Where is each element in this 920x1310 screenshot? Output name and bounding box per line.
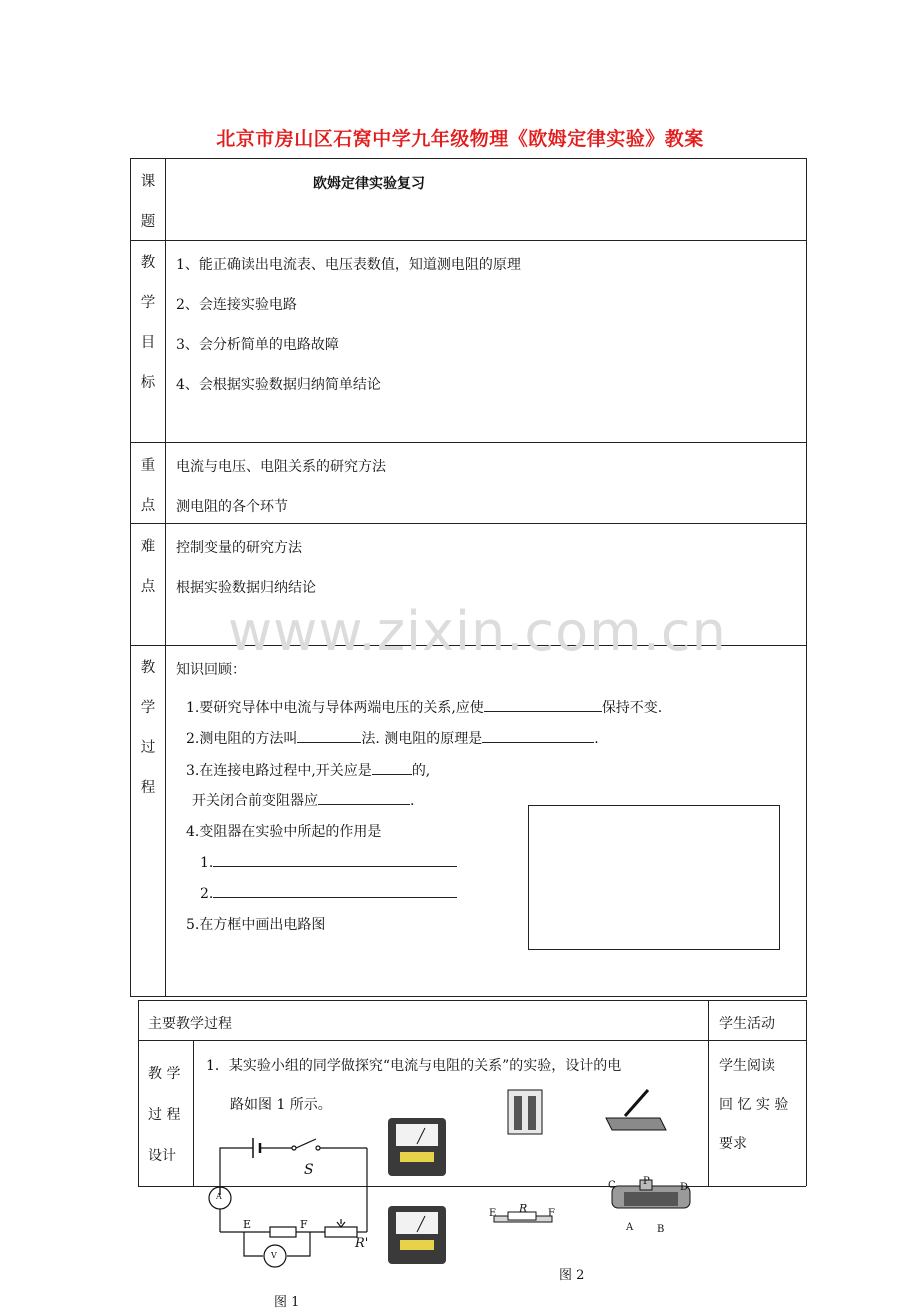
- question-2: 2.测电阻的方法叫 法. 测电阻的原理是 .: [186, 728, 599, 748]
- question-4-item-1: 1.: [200, 852, 457, 871]
- battery-picture: [508, 1090, 542, 1134]
- difficult-item: 根据实验数据归纳结论: [176, 580, 316, 596]
- topic-content: 欧姆定律实验复习: [313, 176, 425, 192]
- question-text-line-2: 路如图 1 所示。: [230, 1097, 332, 1113]
- pin-f-label: F: [300, 1218, 308, 1231]
- figure-2-caption: 图 2: [559, 1268, 585, 1283]
- question-5: 5.在方框中画出电路图: [186, 917, 326, 933]
- row-label-2: 过 程: [148, 1107, 181, 1123]
- row-label-1: 教 学: [148, 1066, 181, 1082]
- pin-p-label: P: [643, 1176, 650, 1187]
- student-activity-2: 回 忆 实 验: [719, 1097, 789, 1113]
- voltmeter-symbol: V: [271, 1251, 277, 1260]
- pin-a-label: A: [626, 1222, 634, 1233]
- switch-label: S: [304, 1162, 314, 1178]
- slide-rheostat-picture: [612, 1180, 690, 1208]
- header-side: 学生活动: [719, 1016, 775, 1032]
- process-label: 教 学 过 程: [140, 660, 156, 796]
- difficult-label: 难 点: [140, 539, 156, 595]
- row-label-3: 设计: [148, 1148, 176, 1164]
- pin-e-label: E: [489, 1208, 497, 1219]
- switch-picture: [606, 1090, 666, 1130]
- question-3b: 开关闭合前变阻器应 .: [192, 790, 414, 810]
- student-activity-1: 学生阅读: [719, 1058, 775, 1074]
- pin-f-label: F: [548, 1208, 555, 1219]
- ammeter-symbol: A: [216, 1192, 222, 1201]
- key-label: 重 点: [140, 458, 156, 514]
- document-title: 北京市房山区石窝中学九年级物理《欧姆定律实验》教案: [216, 128, 704, 150]
- goal-item: 1、能正确读出电流表、电压表数值，知道测电阻的原理: [176, 257, 521, 273]
- student-activity-3: 要求: [719, 1136, 747, 1152]
- question-3: 3.在连接电路过程中,开关应是 的,: [186, 760, 430, 780]
- goal-item: 2、会连接实验电路: [176, 297, 297, 313]
- ammeter-picture: [388, 1118, 446, 1176]
- rheostat-label: R': [355, 1236, 369, 1251]
- topic-label: 课 题: [140, 174, 156, 230]
- goals-label: 教 学 目 标: [140, 255, 156, 391]
- question-text-line-1: 1．某实验小组的同学做探究“电流与电阻的关系”的实验，设计的电: [206, 1058, 622, 1074]
- header-main: 主要教学过程: [148, 1016, 232, 1032]
- question-1: 1.要研究导体中电流与导体两端电压的关系,应使 保持不变.: [186, 697, 662, 717]
- difficult-item: 控制变量的研究方法: [176, 540, 302, 556]
- goal-item: 3、会分析简单的电路故障: [176, 337, 339, 353]
- goal-item: 4、会根据实验数据归纳简单结论: [176, 377, 381, 393]
- resistor-label: R: [519, 1202, 528, 1215]
- pin-d-label: D: [680, 1182, 689, 1193]
- pin-e-label: E: [243, 1218, 252, 1231]
- circuit-diagram: [209, 1138, 367, 1267]
- figure-1-caption: 图 1: [274, 1295, 300, 1310]
- key-item: 测电阻的各个环节: [176, 499, 288, 515]
- voltmeter-picture: [388, 1206, 446, 1264]
- key-item: 电流与电压、电阻关系的研究方法: [176, 459, 386, 475]
- review-title: 知识回顾：: [176, 662, 246, 678]
- pin-c-label: C: [608, 1180, 616, 1191]
- watermark: www.zixin.com.cn: [228, 600, 727, 663]
- question-4: 4.变阻器在实验中所起的作用是: [186, 824, 382, 840]
- question-4-item-2: 2.: [200, 883, 457, 902]
- pin-b-label: B: [657, 1224, 665, 1235]
